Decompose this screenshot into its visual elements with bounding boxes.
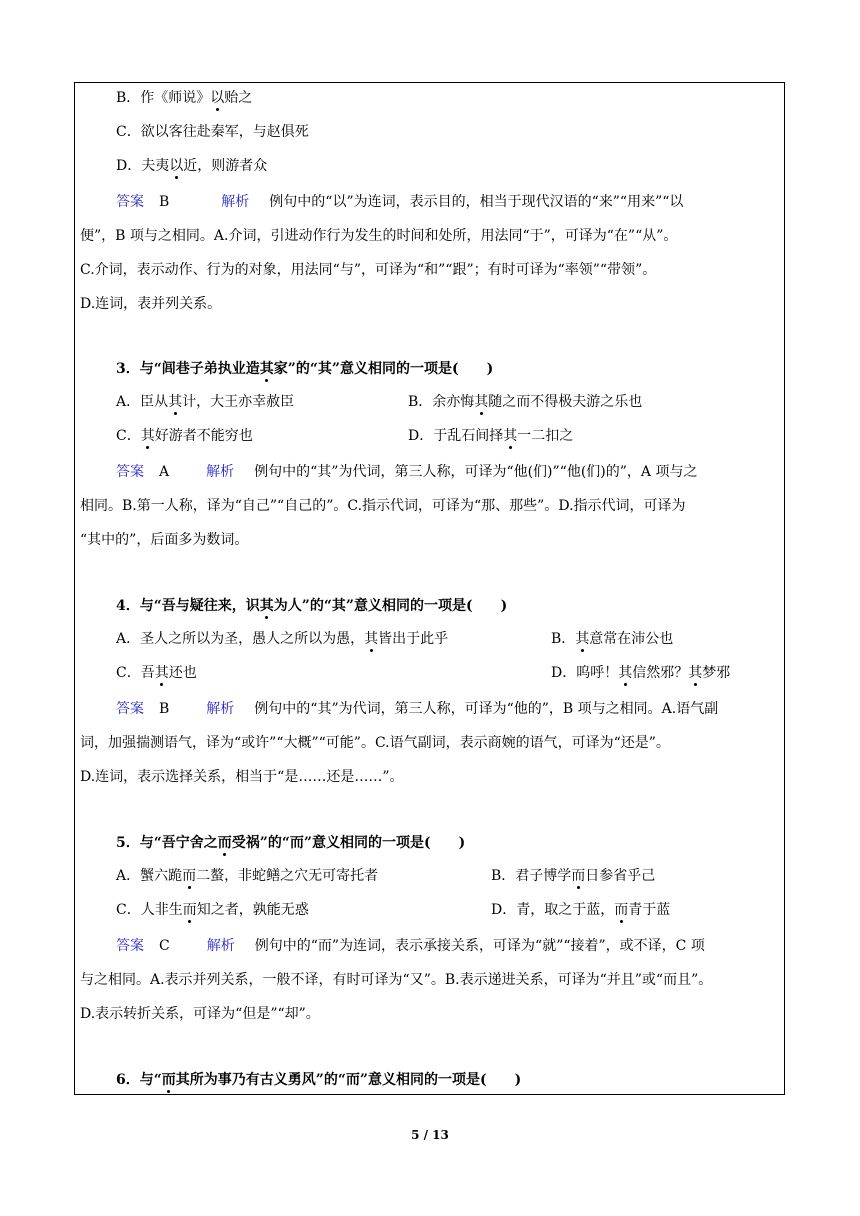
answer-value: A	[159, 464, 170, 480]
explanation-text: 例句中的“其”为代词，第三人称，可译为“他的”，B 项与之相同。A.语气副	[254, 701, 719, 717]
answer-label: 答案	[116, 938, 144, 954]
explanation-text: 例句中的“其”为代词，第三人称，可译为“他(们)”“他(们)的”，A 项与之	[254, 464, 698, 480]
q4-option-c: C．吾其还也	[116, 665, 197, 681]
q2-explanation-line: 便”，B 项与之相同。A.介词，引进动作行为发生的时间和处所，用法同“于”，可译为“在”“从”。	[80, 228, 678, 244]
explanation-text: 例句中的“而”为连词，表示承接关系，可译为“就”“接着”，或不译，C 项	[254, 938, 705, 954]
answer-label: 答案	[116, 701, 144, 717]
q4-option-a: A．圣人之所以为圣，愚人之所以为愚，其皆出于此乎	[116, 631, 449, 647]
q6-stem: 6．与“而其所为事乃有古义勇风”的“而”意义相同的一项是( )	[116, 1072, 522, 1088]
q4-option-b: B．其意常在沛公也	[551, 631, 674, 647]
q5-option-d: D．青，取之于蓝，而青于蓝	[491, 902, 671, 918]
q5-explanation-line: D.表示转折关系，可译为“但是”“却”。	[80, 1006, 320, 1022]
answer-label: 答案	[116, 194, 144, 210]
answer-value: B	[159, 194, 170, 210]
explanation-label: 解析	[206, 938, 235, 954]
answer-value: C	[159, 938, 170, 954]
q2-option-c: C．欲以客往赴秦军，与赵俱死	[116, 124, 309, 140]
q4-answer-line	[116, 700, 718, 718]
q3-stem: 3．与“闾巷子弟执业造其家”的“其”意义相同的一项是( )	[116, 361, 494, 377]
explanation-label: 解析	[206, 464, 235, 480]
q3-option-d: D．于乱石间择其一二扣之	[408, 428, 574, 444]
q2-explanation-line: C.介词，表示动作、行为的对象，用法同“与”，可译为“和”“跟”；有时可译为“率领”“带领”。	[80, 262, 657, 278]
q5-answer-line	[116, 937, 705, 955]
q3-option-c: C．其好游者不能穷也	[116, 428, 253, 444]
answer-label: 答案	[116, 464, 144, 480]
q4-explanation-line: 词，加强揣测语气，译为“或许”“大概”“可能”。C.语气副词，表示商婉的语气，可译为“还是”。	[80, 735, 670, 751]
q4-option-d: D．呜呼！其信然邪？其梦邪	[551, 665, 731, 681]
q2-explanation-line: D.连词，表并列关系。	[80, 296, 222, 312]
q3-answer-line	[116, 463, 697, 481]
q5-explanation-line: 与之相同。A.表示并列关系，一般不译，有时可译为“又”。B.表示递进关系，可译为“并且”或“而且”。	[80, 972, 713, 988]
explanation-label: 解析	[221, 194, 250, 210]
q2-option-b: B．作《师说》以贻之	[116, 90, 253, 106]
q5-stem: 5．与“吾宁舍之而受祸”的“而”意义相同的一项是( )	[116, 835, 466, 851]
q5-option-c: C．人非生而知之者，孰能无惑	[116, 902, 309, 918]
explanation-text: 例句中的“以”为连词，表示目的，相当于现代汉语的“来”“用来”“以	[269, 194, 684, 210]
q3-option-a: A．臣从其计，大王亦幸赦臣	[116, 394, 295, 410]
q4-explanation-line: D.连词，表示选择关系，相当于“是……还是……”。	[80, 769, 404, 785]
q4-stem: 4．与“吾与疑往来，识其为人”的“其”意义相同的一项是( )	[116, 598, 508, 614]
q3-explanation-line: 相同。B.第一人称，译为“自己”“自己的”。C.指示代词，可译为“那、那些”。D.指示代词，可译为	[80, 498, 686, 514]
answer-value: B	[159, 701, 170, 717]
q3-explanation-line: “其中的”，后面多为数词。	[80, 532, 249, 548]
q2-option-d: D．夫夷以近，则游者众	[116, 158, 268, 174]
explanation-label: 解析	[206, 701, 235, 717]
page-number: 5 / 13	[411, 1128, 449, 1142]
q5-option-b: B．君子博学而日参省乎己	[491, 868, 656, 884]
q2-answer-line	[116, 193, 683, 211]
q3-option-b: B．余亦悔其随之而不得极夫游之乐也	[408, 394, 643, 410]
q5-option-a: A．蟹六跪而二螯，非蛇鳝之穴无可寄托者	[116, 868, 379, 884]
